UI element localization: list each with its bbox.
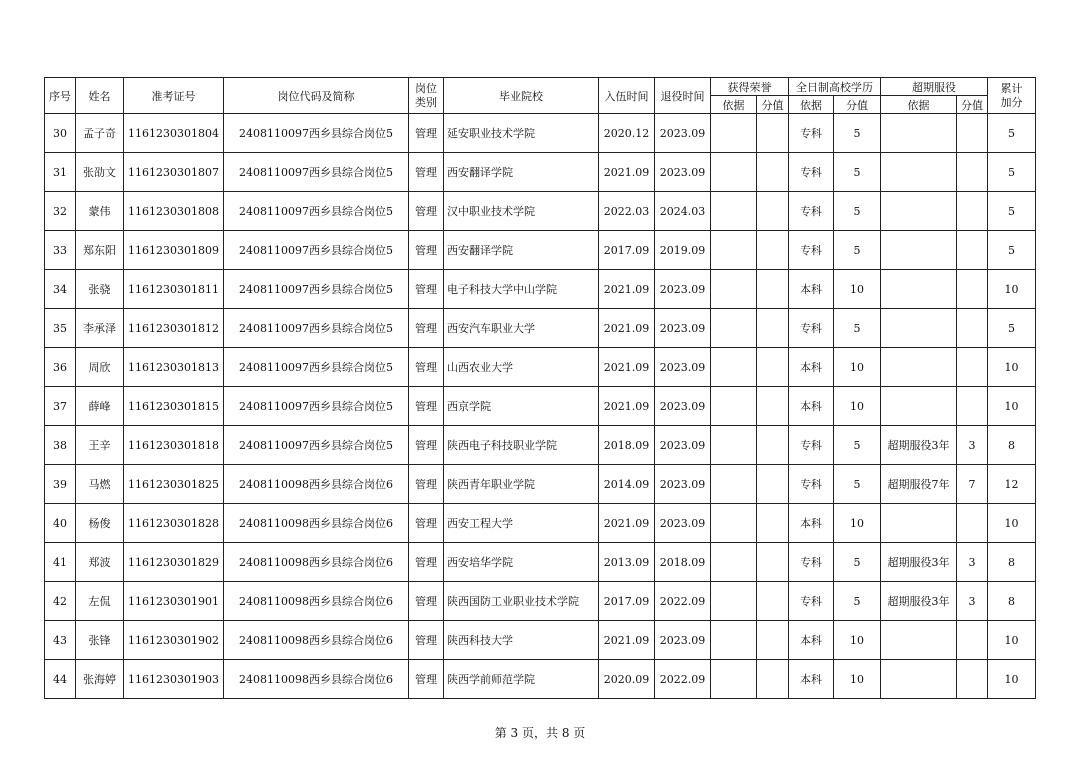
cell-seq: 37 xyxy=(45,387,76,426)
cell-edu-score: 10 xyxy=(834,660,881,699)
cell-honor-basis xyxy=(711,270,757,309)
table-row xyxy=(45,465,1036,504)
cell-post: 2408110097西乡县综合岗位5 xyxy=(224,426,409,465)
cell-overtime-score xyxy=(957,153,988,192)
cell-name: 周欣 xyxy=(76,348,124,387)
cell-name: 杨俊 xyxy=(76,504,124,543)
cell-overtime-basis xyxy=(881,114,957,153)
table-row xyxy=(45,192,1036,231)
cell-edu-score: 5 xyxy=(834,153,881,192)
cell-overtime-score xyxy=(957,114,988,153)
cell-honor-score xyxy=(757,465,789,504)
cell-post-type: 管理 xyxy=(409,231,444,270)
cell-overtime-basis xyxy=(881,621,957,660)
cell-enlist: 2021.09 xyxy=(599,621,655,660)
cell-post-type: 管理 xyxy=(409,348,444,387)
cell-edu-score: 10 xyxy=(834,270,881,309)
cell-honor-basis xyxy=(711,504,757,543)
cell-honor-score xyxy=(757,543,789,582)
cell-total: 12 xyxy=(988,465,1036,504)
cell-honor-basis xyxy=(711,231,757,270)
col-post-type-line2: 类别 xyxy=(415,95,437,109)
cell-discharge: 2023.09 xyxy=(655,348,711,387)
cell-exam-no: 1161230301808 xyxy=(124,192,224,231)
cell-post-type: 管理 xyxy=(409,192,444,231)
cell-total: 5 xyxy=(988,231,1036,270)
cell-honor-score xyxy=(757,270,789,309)
cell-school: 陕西学前师范学院 xyxy=(444,660,599,699)
cell-exam-no: 1161230301903 xyxy=(124,660,224,699)
cell-edu-score: 5 xyxy=(834,192,881,231)
cell-honor-basis xyxy=(711,348,757,387)
cell-honor-basis xyxy=(711,543,757,582)
cell-edu-score: 5 xyxy=(834,582,881,621)
col-overtime-score: 分值 xyxy=(957,96,988,114)
cell-post: 2408110098西乡县综合岗位6 xyxy=(224,660,409,699)
cell-discharge: 2019.09 xyxy=(655,231,711,270)
cell-discharge: 2023.09 xyxy=(655,153,711,192)
cell-honor-score xyxy=(757,114,789,153)
cell-post: 2408110097西乡县综合岗位5 xyxy=(224,114,409,153)
cell-overtime-basis: 超期服役3年 xyxy=(881,543,957,582)
cell-exam-no: 1161230301829 xyxy=(124,543,224,582)
cell-post: 2408110097西乡县综合岗位5 xyxy=(224,309,409,348)
cell-discharge: 2023.09 xyxy=(655,621,711,660)
cell-post: 2408110097西乡县综合岗位5 xyxy=(224,231,409,270)
cell-overtime-score xyxy=(957,348,988,387)
cell-seq: 42 xyxy=(45,582,76,621)
cell-seq: 33 xyxy=(45,231,76,270)
cell-edu-basis: 本科 xyxy=(789,660,834,699)
cell-edu-basis: 专科 xyxy=(789,465,834,504)
cell-post: 2408110098西乡县综合岗位6 xyxy=(224,465,409,504)
cell-name: 张骁 xyxy=(76,270,124,309)
table-row xyxy=(45,114,1036,153)
cell-discharge: 2018.09 xyxy=(655,543,711,582)
cell-school: 陕西科技大学 xyxy=(444,621,599,660)
cell-honor-basis xyxy=(711,114,757,153)
cell-post: 2408110098西乡县综合岗位6 xyxy=(224,504,409,543)
cell-overtime-score xyxy=(957,387,988,426)
cell-name: 蒙伟 xyxy=(76,192,124,231)
table-row xyxy=(45,309,1036,348)
col-group-edu: 全日制高校学历 xyxy=(789,78,881,96)
cell-exam-no: 1161230301809 xyxy=(124,231,224,270)
cell-overtime-score: 3 xyxy=(957,582,988,621)
cell-discharge: 2024.03 xyxy=(655,192,711,231)
cell-honor-score xyxy=(757,504,789,543)
cell-edu-basis: 专科 xyxy=(789,543,834,582)
cell-overtime-score xyxy=(957,660,988,699)
table-row xyxy=(45,153,1036,192)
cell-discharge: 2023.09 xyxy=(655,465,711,504)
cell-edu-score: 10 xyxy=(834,504,881,543)
cell-honor-score xyxy=(757,348,789,387)
cell-discharge: 2022.09 xyxy=(655,660,711,699)
cell-total: 8 xyxy=(988,543,1036,582)
cell-honor-score xyxy=(757,387,789,426)
cell-name: 郑东阳 xyxy=(76,231,124,270)
cell-honor-basis xyxy=(711,621,757,660)
cell-school: 西安翻译学院 xyxy=(444,231,599,270)
cell-honor-score xyxy=(757,660,789,699)
col-edu-score: 分值 xyxy=(834,96,881,114)
cell-overtime-score xyxy=(957,309,988,348)
cell-honor-basis xyxy=(711,660,757,699)
cell-overtime-basis xyxy=(881,504,957,543)
cell-overtime-basis: 超期服役3年 xyxy=(881,426,957,465)
cell-total: 10 xyxy=(988,660,1036,699)
cell-post: 2408110098西乡县综合岗位6 xyxy=(224,543,409,582)
cell-post-type: 管理 xyxy=(409,270,444,309)
cell-seq: 34 xyxy=(45,270,76,309)
cell-post-type: 管理 xyxy=(409,309,444,348)
cell-exam-no: 1161230301825 xyxy=(124,465,224,504)
col-honor-score: 分值 xyxy=(757,96,789,114)
cell-school: 陕西青年职业学院 xyxy=(444,465,599,504)
table-row xyxy=(45,543,1036,582)
cell-overtime-score: 3 xyxy=(957,543,988,582)
table-row xyxy=(45,270,1036,309)
cell-exam-no: 1161230301828 xyxy=(124,504,224,543)
cell-enlist: 2021.09 xyxy=(599,153,655,192)
score-table xyxy=(44,77,1036,699)
cell-honor-basis xyxy=(711,465,757,504)
cell-school: 汉中职业技术学院 xyxy=(444,192,599,231)
cell-post: 2408110097西乡县综合岗位5 xyxy=(224,153,409,192)
cell-edu-basis: 专科 xyxy=(789,153,834,192)
cell-overtime-score xyxy=(957,504,988,543)
cell-edu-basis: 专科 xyxy=(789,309,834,348)
cell-honor-score xyxy=(757,309,789,348)
table-body xyxy=(45,114,1036,699)
col-post-type xyxy=(409,78,444,114)
cell-enlist: 2021.09 xyxy=(599,387,655,426)
cell-edu-score: 5 xyxy=(834,114,881,153)
cell-edu-score: 5 xyxy=(834,465,881,504)
col-edu-basis: 依据 xyxy=(789,96,834,114)
table-row xyxy=(45,231,1036,270)
cell-discharge: 2023.09 xyxy=(655,387,711,426)
cell-seq: 36 xyxy=(45,348,76,387)
col-discharge: 退役时间 xyxy=(655,78,711,114)
cell-enlist: 2021.09 xyxy=(599,348,655,387)
cell-post-type: 管理 xyxy=(409,426,444,465)
cell-name: 张锋 xyxy=(76,621,124,660)
table-row xyxy=(45,582,1036,621)
cell-exam-no: 1161230301901 xyxy=(124,582,224,621)
cell-school: 延安职业技术学院 xyxy=(444,114,599,153)
col-seq: 序号 xyxy=(45,78,76,114)
cell-edu-score: 10 xyxy=(834,348,881,387)
cell-overtime-score xyxy=(957,231,988,270)
cell-edu-score: 5 xyxy=(834,543,881,582)
table-row xyxy=(45,621,1036,660)
table-row xyxy=(45,348,1036,387)
cell-overtime-basis: 超期服役3年 xyxy=(881,582,957,621)
cell-school: 陕西国防工业职业技术学院 xyxy=(444,582,599,621)
cell-total: 5 xyxy=(988,153,1036,192)
cell-discharge: 2023.09 xyxy=(655,504,711,543)
cell-exam-no: 1161230301807 xyxy=(124,153,224,192)
cell-post: 2408110097西乡县综合岗位5 xyxy=(224,192,409,231)
cell-honor-basis xyxy=(711,309,757,348)
table-row xyxy=(45,504,1036,543)
cell-post: 2408110097西乡县综合岗位5 xyxy=(224,270,409,309)
cell-name: 王辛 xyxy=(76,426,124,465)
cell-overtime-score xyxy=(957,621,988,660)
cell-post-type: 管理 xyxy=(409,543,444,582)
cell-total: 5 xyxy=(988,114,1036,153)
col-total-line1: 累计 xyxy=(1000,81,1023,95)
cell-honor-score xyxy=(757,582,789,621)
cell-post-type: 管理 xyxy=(409,582,444,621)
cell-enlist: 2013.09 xyxy=(599,543,655,582)
cell-enlist: 2017.09 xyxy=(599,582,655,621)
cell-post-type: 管理 xyxy=(409,387,444,426)
cell-school: 西安汽车职业大学 xyxy=(444,309,599,348)
cell-enlist: 2021.09 xyxy=(599,504,655,543)
cell-name: 马燃 xyxy=(76,465,124,504)
cell-edu-basis: 专科 xyxy=(789,192,834,231)
cell-honor-score xyxy=(757,426,789,465)
cell-exam-no: 1161230301902 xyxy=(124,621,224,660)
col-post: 岗位代码及简称 xyxy=(224,78,409,114)
cell-post: 2408110098西乡县综合岗位6 xyxy=(224,621,409,660)
cell-discharge: 2023.09 xyxy=(655,309,711,348)
cell-edu-score: 10 xyxy=(834,621,881,660)
cell-seq: 35 xyxy=(45,309,76,348)
cell-honor-basis xyxy=(711,387,757,426)
cell-post-type: 管理 xyxy=(409,504,444,543)
table-header xyxy=(45,78,1036,114)
cell-exam-no: 1161230301818 xyxy=(124,426,224,465)
cell-enlist: 2021.09 xyxy=(599,270,655,309)
cell-total: 10 xyxy=(988,348,1036,387)
cell-school: 西京学院 xyxy=(444,387,599,426)
cell-name: 张劭文 xyxy=(76,153,124,192)
cell-edu-basis: 本科 xyxy=(789,621,834,660)
cell-overtime-basis xyxy=(881,309,957,348)
page-footer: 第 3 页，共 8 页 xyxy=(494,726,586,740)
cell-edu-basis: 本科 xyxy=(789,348,834,387)
col-overtime-basis: 依据 xyxy=(881,96,957,114)
cell-post-type: 管理 xyxy=(409,465,444,504)
col-school: 毕业院校 xyxy=(444,78,599,114)
cell-enlist: 2018.09 xyxy=(599,426,655,465)
col-exam-no: 准考证号 xyxy=(124,78,224,114)
cell-overtime-score xyxy=(957,192,988,231)
cell-total: 5 xyxy=(988,192,1036,231)
cell-seq: 30 xyxy=(45,114,76,153)
cell-seq: 43 xyxy=(45,621,76,660)
cell-honor-score xyxy=(757,153,789,192)
cell-enlist: 2022.03 xyxy=(599,192,655,231)
cell-edu-score: 10 xyxy=(834,387,881,426)
cell-name: 郑波 xyxy=(76,543,124,582)
cell-edu-basis: 专科 xyxy=(789,231,834,270)
cell-overtime-score xyxy=(957,270,988,309)
cell-overtime-basis xyxy=(881,231,957,270)
cell-exam-no: 1161230301811 xyxy=(124,270,224,309)
cell-school: 西安培华学院 xyxy=(444,543,599,582)
cell-name: 张海婷 xyxy=(76,660,124,699)
cell-edu-score: 5 xyxy=(834,426,881,465)
cell-total: 10 xyxy=(988,621,1036,660)
cell-name: 左侃 xyxy=(76,582,124,621)
cell-honor-score xyxy=(757,621,789,660)
table-row xyxy=(45,426,1036,465)
cell-school: 电子科技大学中山学院 xyxy=(444,270,599,309)
cell-edu-basis: 专科 xyxy=(789,114,834,153)
col-group-overtime: 超期服役 xyxy=(881,78,988,96)
cell-school: 西安工程大学 xyxy=(444,504,599,543)
cell-overtime-basis xyxy=(881,270,957,309)
cell-overtime-basis: 超期服役7年 xyxy=(881,465,957,504)
cell-honor-basis xyxy=(711,582,757,621)
cell-discharge: 2022.09 xyxy=(655,582,711,621)
table-row xyxy=(45,660,1036,699)
cell-overtime-basis xyxy=(881,153,957,192)
cell-total: 5 xyxy=(988,309,1036,348)
cell-edu-score: 5 xyxy=(834,309,881,348)
cell-honor-basis xyxy=(711,192,757,231)
col-total xyxy=(988,78,1036,114)
cell-honor-score xyxy=(757,231,789,270)
cell-enlist: 2014.09 xyxy=(599,465,655,504)
cell-total: 10 xyxy=(988,387,1036,426)
cell-honor-score xyxy=(757,192,789,231)
cell-total: 8 xyxy=(988,426,1036,465)
cell-honor-basis xyxy=(711,426,757,465)
cell-overtime-basis xyxy=(881,192,957,231)
cell-seq: 40 xyxy=(45,504,76,543)
col-group-honor: 获得荣誉 xyxy=(711,78,789,96)
cell-seq: 32 xyxy=(45,192,76,231)
cell-school: 西安翻译学院 xyxy=(444,153,599,192)
cell-name: 李承泽 xyxy=(76,309,124,348)
cell-discharge: 2023.09 xyxy=(655,270,711,309)
col-enlist: 入伍时间 xyxy=(599,78,655,114)
cell-post-type: 管理 xyxy=(409,621,444,660)
cell-edu-basis: 本科 xyxy=(789,504,834,543)
cell-school: 陕西电子科技职业学院 xyxy=(444,426,599,465)
cell-post-type: 管理 xyxy=(409,114,444,153)
cell-seq: 31 xyxy=(45,153,76,192)
col-post-type-line1: 岗位 xyxy=(415,81,437,95)
cell-edu-basis: 专科 xyxy=(789,582,834,621)
cell-seq: 39 xyxy=(45,465,76,504)
cell-enlist: 2021.09 xyxy=(599,309,655,348)
cell-exam-no: 1161230301813 xyxy=(124,348,224,387)
cell-school: 山西农业大学 xyxy=(444,348,599,387)
cell-seq: 41 xyxy=(45,543,76,582)
cell-edu-basis: 本科 xyxy=(789,270,834,309)
cell-enlist: 2020.12 xyxy=(599,114,655,153)
cell-total: 10 xyxy=(988,270,1036,309)
cell-enlist: 2020.09 xyxy=(599,660,655,699)
cell-name: 孟子奇 xyxy=(76,114,124,153)
col-name: 姓名 xyxy=(76,78,124,114)
cell-post: 2408110097西乡县综合岗位5 xyxy=(224,387,409,426)
col-total-line2: 加分 xyxy=(1000,95,1023,109)
cell-exam-no: 1161230301815 xyxy=(124,387,224,426)
cell-overtime-score: 3 xyxy=(957,426,988,465)
cell-post: 2408110097西乡县综合岗位5 xyxy=(224,348,409,387)
cell-overtime-basis xyxy=(881,660,957,699)
cell-exam-no: 1161230301812 xyxy=(124,309,224,348)
cell-edu-basis: 专科 xyxy=(789,426,834,465)
cell-exam-no: 1161230301804 xyxy=(124,114,224,153)
col-honor-basis: 依据 xyxy=(711,96,757,114)
cell-name: 薛峰 xyxy=(76,387,124,426)
cell-honor-basis xyxy=(711,153,757,192)
cell-total: 10 xyxy=(988,504,1036,543)
cell-overtime-score: 7 xyxy=(957,465,988,504)
table-row xyxy=(45,387,1036,426)
cell-post-type: 管理 xyxy=(409,153,444,192)
cell-seq: 38 xyxy=(45,426,76,465)
cell-overtime-basis xyxy=(881,348,957,387)
cell-edu-basis: 本科 xyxy=(789,387,834,426)
cell-overtime-basis xyxy=(881,387,957,426)
cell-enlist: 2017.09 xyxy=(599,231,655,270)
cell-post-type: 管理 xyxy=(409,660,444,699)
cell-discharge: 2023.09 xyxy=(655,426,711,465)
cell-discharge: 2023.09 xyxy=(655,114,711,153)
cell-seq: 44 xyxy=(45,660,76,699)
cell-post: 2408110098西乡县综合岗位6 xyxy=(224,582,409,621)
cell-edu-score: 5 xyxy=(834,231,881,270)
cell-total: 8 xyxy=(988,582,1036,621)
